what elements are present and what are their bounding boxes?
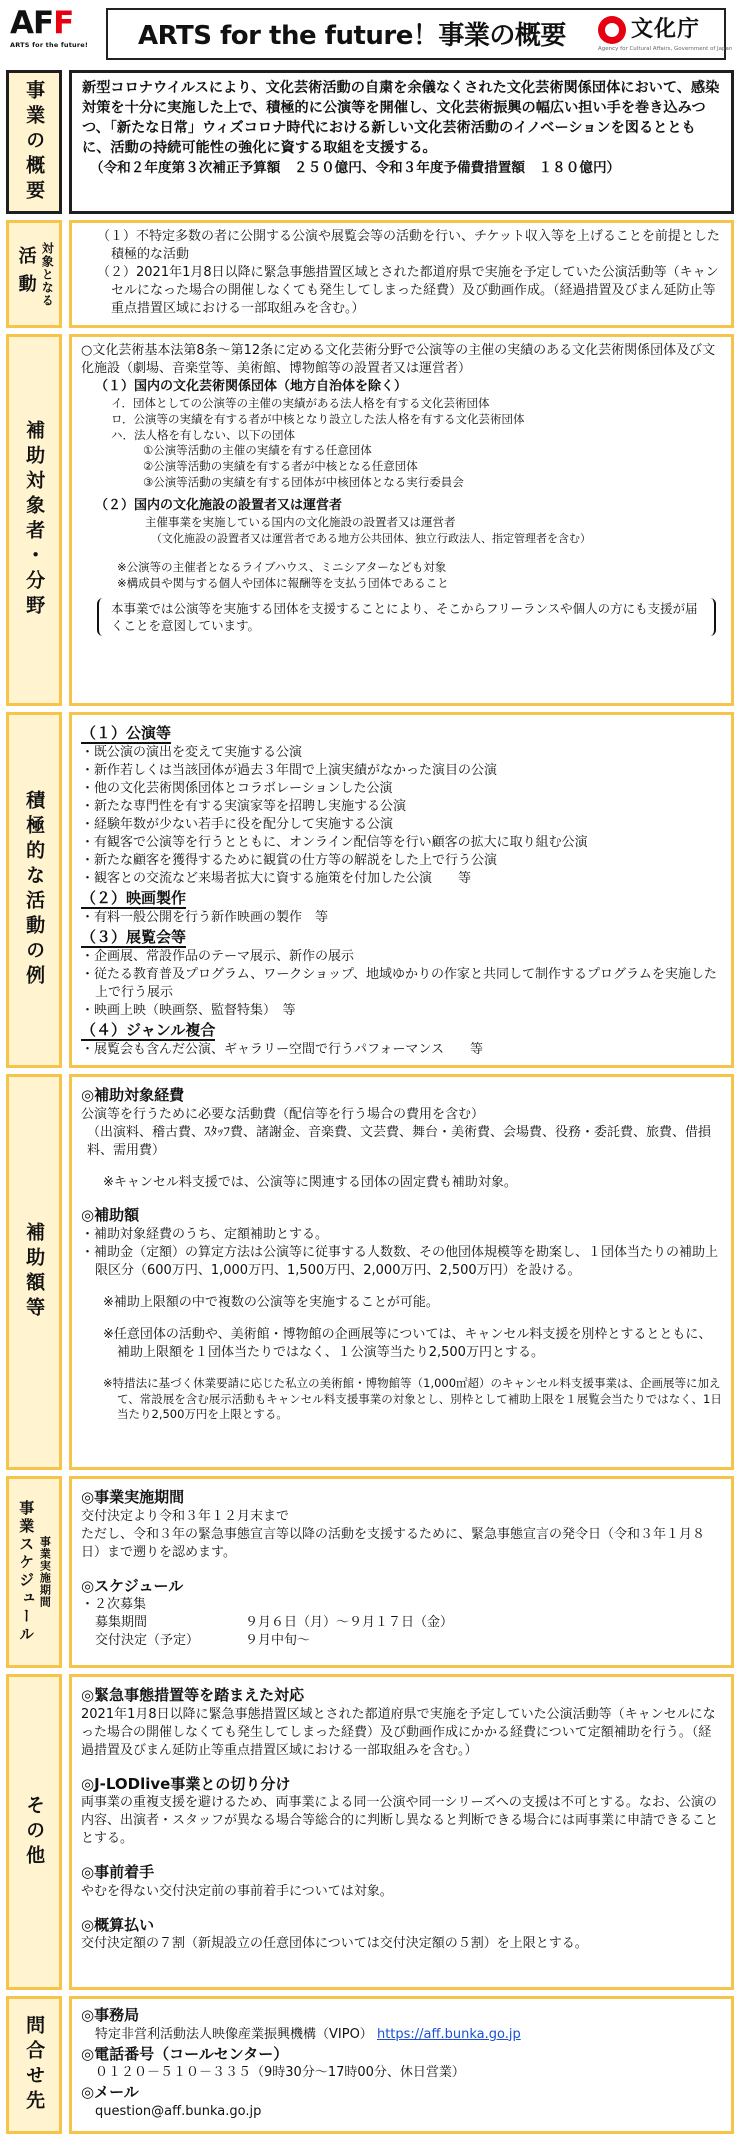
section-content bbox=[69, 334, 734, 706]
page-title: ARTS for the future！事業の概要 bbox=[138, 21, 566, 51]
section-label-big: 活動 bbox=[15, 246, 37, 302]
amount-bullet: ・補助対象経費のうち、定額補助とする。 bbox=[81, 1227, 329, 1243]
section-content bbox=[69, 712, 734, 1068]
section-label bbox=[6, 1476, 62, 1668]
schedule-text: 交付決定より令和３年１２月末まで bbox=[81, 1508, 290, 1524]
section-other bbox=[6, 1674, 734, 1990]
example-heading-text: （２）映画製作 bbox=[81, 890, 186, 909]
target-heading: （１）国内の文化芸術関係団体（地方自治体を除く） bbox=[95, 378, 408, 394]
example-list bbox=[81, 1041, 722, 1059]
agency-name: 文化庁 bbox=[631, 16, 701, 42]
amount-heading: ◎補助額 bbox=[81, 1206, 140, 1225]
target-subitem: ①公演等活動の主催の実績を有する任意団体 bbox=[143, 443, 372, 458]
example-list bbox=[81, 948, 722, 1020]
section-contact bbox=[6, 1996, 734, 2134]
schedule-line bbox=[81, 1614, 722, 1632]
other-heading: ◎事前着手 bbox=[81, 1863, 155, 1881]
target-facility-note: （文化施設の設置者又は運営者である地方公共団体、独立行政法人、指定管理者を含む） bbox=[151, 531, 591, 545]
agency-logo bbox=[598, 14, 733, 56]
section-schedule bbox=[6, 1476, 734, 1668]
other-text: 2021年1月8日以降に緊急事態措置区域とされた都道府県で実施を予定していた公演活動等（キャンセルになった場合の開催しなくても発生してしまった経費）及び動画作成にかかる経費について定額補助を行う。（経過措置及びまん延防止等重点措置区域における一部取組みを含む。） bbox=[81, 1706, 716, 1758]
contact-org-line bbox=[81, 2026, 722, 2044]
section-overview bbox=[6, 70, 734, 214]
section-content bbox=[69, 1074, 734, 1470]
amount-heading: ◎補助対象経費 bbox=[81, 1086, 185, 1104]
example-item: ・従たる教育普及プログラム、ワークショップ、地域ゆかりの作家と共同して制作するプログラムを実施した上で行う展示 bbox=[81, 967, 717, 1001]
contact-url-link[interactable]: https://aff.bunka.go.jp bbox=[376, 2026, 521, 2042]
section-label-text: 積極的な活動の例 bbox=[23, 790, 46, 990]
schedule-text: ただし、令和３年の緊急事態宣言等以降の活動を支援するために、緊急事態宣言の発令日（令和３年１月８日）まで遡りを認めます。 bbox=[81, 1526, 706, 1560]
section-label bbox=[6, 712, 62, 1068]
example-heading-text: （１）公演等 bbox=[81, 725, 171, 744]
section-label-text: 補助対象者・分野 bbox=[23, 420, 46, 620]
other-text: やむを得ない交付決定前の事前着手については対象。 bbox=[81, 1883, 393, 1899]
example-item: ・観客との交流など来場者拡大に資する施策を付加した公演 等 bbox=[81, 870, 472, 886]
amount-note: ※特措法に基づく休業要請に応じた私立の美術館・博物館等（1,000㎡超）のキャンセル料支援事業は、企画展等に加えて、常設展を含む展示活動もキャンセル料支援事業の対象とし、別枠として補助上限を１展覧会当たりではなく、1日当たり2,500万円を上限とする。 bbox=[103, 1375, 722, 1422]
example-item: ・経験年数が少ない若手に役を配分して実施する公演 bbox=[81, 817, 394, 832]
contact-org: 特定非営利活動法人映像産業振興機構（VIPO） bbox=[95, 2026, 373, 2042]
other-text: 両事業の重複支援を避けるため、両事業による同一公演や同一シリーズへの支援は不可とする。なお、公演の内容、出演者・スタッフが異なる場合等総合的に判断し異なると判断できる場合には両事業に申請できることとする。 bbox=[81, 1795, 719, 1847]
schedule-heading: ◎スケジュール bbox=[81, 1576, 184, 1595]
overview-budget: （令和２年度第３次補正予算額 ２５０億円、令和３年度予備費措置額 １８０億円） bbox=[90, 159, 621, 176]
section-label-text: 事業の概要 bbox=[23, 79, 46, 205]
example-item: ・有料一般公開を行う新作映画の製作 等 bbox=[81, 910, 329, 925]
section-label-text: 補助額等 bbox=[23, 1222, 46, 1322]
section-label-small: 事業実施期間 bbox=[38, 1536, 52, 1608]
section-content bbox=[69, 1996, 734, 2134]
other-heading: ◎緊急事態措置等を踏まえた対応 bbox=[81, 1686, 305, 1704]
aff-logo-mark: AFF bbox=[10, 5, 74, 41]
section-activity bbox=[6, 220, 734, 328]
contact-heading: ◎メール bbox=[81, 2083, 139, 2102]
example-item: ・新作若しくは当該団体が過去３年間で上演実績がなかった演目の公演 bbox=[81, 763, 498, 779]
schedule-value: ９月６日（月）～９月１７日（金） bbox=[245, 1615, 454, 1631]
contact-heading: ◎事務局 bbox=[81, 2006, 140, 2024]
target-item: イ．団体としての公演等の主催の実績がある法人格を有する文化芸術団体 bbox=[111, 395, 490, 410]
example-item: ・映画上映（映画祭、監督特集） 等 bbox=[81, 1003, 296, 1018]
amount-note: ※任意団体の活動や、美術館・博物館の企画展等については、キャンセル料支援を別枠とするとともに、補助上限額を１団体当たりではなく、１公演等当たり2,500万円とする。 bbox=[103, 1326, 712, 1360]
section-label bbox=[6, 1074, 62, 1470]
section-label-big: 事業スケジュール bbox=[17, 1500, 36, 1644]
schedule-value: ９月中旬～ bbox=[245, 1633, 311, 1649]
example-item: ・展覧会も含んだ公演、ギャラリー空間で行うパフォーマンス 等 bbox=[81, 1042, 483, 1058]
schedule-round: ・２次募集 bbox=[81, 1597, 147, 1613]
other-text: 交付決定額の７割（新規設立の任意団体については交付決定額の５割）を上限とする。 bbox=[81, 1936, 588, 1952]
amount-text: 公演等を行うために必要な活動費（配信等を行う場合の費用を含む） bbox=[81, 1106, 485, 1122]
contact-email[interactable]: question@aff.bunka.go.jp bbox=[95, 2103, 262, 2119]
schedule-key: 募集期間 bbox=[95, 1615, 148, 1631]
amount-text: （出演料、稽古費、ｽﾀｯﾌ費、諸謝金、音楽費、文芸費、舞台・美術費、会場費、役務・委託費、旅費、借損料、需用費） bbox=[87, 1124, 712, 1158]
section-label bbox=[6, 334, 62, 706]
aff-logo-subtitle: ARTS for the future! bbox=[10, 41, 89, 49]
section-amount bbox=[6, 1074, 734, 1470]
other-heading: ◎J-LODlive事業との切り分け bbox=[81, 1774, 291, 1793]
amount-note: ※補助上限額の中で複数の公演等を実施することが可能。 bbox=[103, 1294, 439, 1310]
title-box bbox=[106, 8, 733, 60]
example-item: ・新たな専門性を有する実演家等を招聘し実施する公演 bbox=[81, 799, 407, 815]
example-item: ・企画展、常設作品のテーマ展示、新作の展示 bbox=[81, 949, 355, 965]
example-item: ・他の文化芸術関係団体とコラボレーションした公演 bbox=[81, 781, 393, 797]
amount-bullet: ・補助金（定額）の算定方法は公演等に従事する人数数、その他団体規模等を勘案し、１団体当たりの補助上限区分（600万円、1,000万円、1,500万円、2,000万円、2,500万円）を設ける。 bbox=[81, 1245, 719, 1278]
section-content bbox=[69, 220, 734, 328]
target-subitem: ②公演等活動の実績を有する者が中核となる任意団体 bbox=[143, 459, 418, 474]
example-heading bbox=[81, 888, 722, 909]
example-item: ・新たな顧客を獲得するために観賞の仕方等の解説をした上で行う公演 bbox=[81, 852, 498, 868]
target-item: ロ．公演等の実績を有する者が中核となり設立した法人格を有する文化芸術団体 bbox=[111, 411, 525, 426]
example-item: ・有観客で公演等を行うとともに、オンライン配信等を行い顧客の拡大に取り組む公演 bbox=[81, 834, 588, 850]
example-heading-text: （３）展覧会等 bbox=[81, 929, 186, 948]
section-examples bbox=[6, 712, 734, 1068]
schedule-line bbox=[81, 1632, 722, 1650]
target-subitem: ③公演等活動の実績を有する団体が中核団体となる実行委員会 bbox=[143, 475, 464, 490]
section-label-small: 対象となる bbox=[40, 241, 55, 307]
example-heading bbox=[81, 927, 722, 948]
schedule-heading: ◎事業実施期間 bbox=[81, 1488, 185, 1506]
amount-note: ※キャンセル料支援では、公演等に関連する団体の固定費も補助対象。 bbox=[103, 1174, 517, 1190]
target-note: ※公演等の主催者となるライブハウス、ミニシアターなども対象 bbox=[117, 559, 447, 574]
section-label bbox=[6, 1996, 62, 2134]
target-heading: （２）国内の文化施設の設置者又は運営者 bbox=[95, 497, 343, 513]
section-label bbox=[6, 1674, 62, 1990]
overview-text: 新型コロナウイルスにより、文化芸術活動の自粛を余儀なくされた文化芸術関係団体において、感染対策を十分に実施した上で、積極的に公演等を開催し、文化芸術振興の幅広い担い手を巻き込みつつ、「新たな日常」ウィズコロナ時代における新しい文化芸術活動のイノベーションを図るとともに、活動の持続可能性の強化に資する取組を支援する。 bbox=[82, 80, 720, 156]
other-heading: ◎概算払い bbox=[81, 1915, 155, 1934]
schedule-key: 交付決定（予定） bbox=[95, 1633, 200, 1649]
example-heading bbox=[81, 1020, 722, 1041]
example-list bbox=[81, 744, 722, 888]
section-target bbox=[6, 334, 734, 706]
activity-item: （１）不特定多数の者に公開する公演や展覧会等の活動を行い、チケット収入等を上げることを前提とした積極的な活動 bbox=[97, 229, 720, 262]
agency-emblem-icon bbox=[598, 16, 626, 44]
section-label bbox=[6, 220, 62, 328]
contact-phone: ０１２０－５１０－３３５（9時30分～17時00分、休日営業） bbox=[95, 2065, 465, 2081]
agency-subtitle: Agency for Cultural Affairs, Government of Japan bbox=[598, 46, 733, 52]
example-heading-text: （４）ジャンル複合 bbox=[81, 1022, 215, 1041]
target-note-box: 本事業では公演等を実施する団体を支援することにより、そこからフリーランスや個人の方にも支援が届くことを意図しています。 bbox=[97, 598, 716, 637]
activity-item: （２）2021年1月8日以降に緊急事態措置区域とされた都道府県で実施を予定していた公演活動等（キャンセルになった場合の開催しなくても発生してしまった経費）及び動画作成。（経過措置及びまん延防止等重点措置区域における一部取組みを含む。） bbox=[97, 264, 719, 316]
target-item: ハ．法人格を有しない、以下の団体 bbox=[111, 427, 295, 442]
target-note: ※構成員や関与する個人や団体に報酬等を支払う団体であること bbox=[117, 575, 449, 590]
aff-logo bbox=[10, 6, 106, 62]
section-content bbox=[69, 1476, 734, 1668]
example-heading bbox=[81, 723, 722, 744]
target-intro: ○文化芸術基本法第8条～第12条に定める文化芸術分野で公演等の主催の実績のある文化芸術関係団体及び文化施設（劇場、音楽堂等、美術館、博物館等の設置者又は運営者） bbox=[81, 343, 716, 376]
contact-heading: ◎電話番号（コールセンター） bbox=[81, 2044, 289, 2063]
example-item: ・既公演の演出を変えて実施する公演 bbox=[81, 745, 303, 761]
page-header bbox=[6, 4, 734, 66]
section-label-text: 問合せ先 bbox=[23, 2015, 46, 2115]
section-content bbox=[69, 70, 734, 214]
target-facility: 主催事業を実施している国内の文化施設の設置者又は運営者 bbox=[145, 514, 456, 529]
section-label-text: その他 bbox=[23, 1794, 46, 1870]
section-content bbox=[69, 1674, 734, 1990]
section-label bbox=[6, 70, 62, 214]
example-list bbox=[81, 909, 722, 927]
